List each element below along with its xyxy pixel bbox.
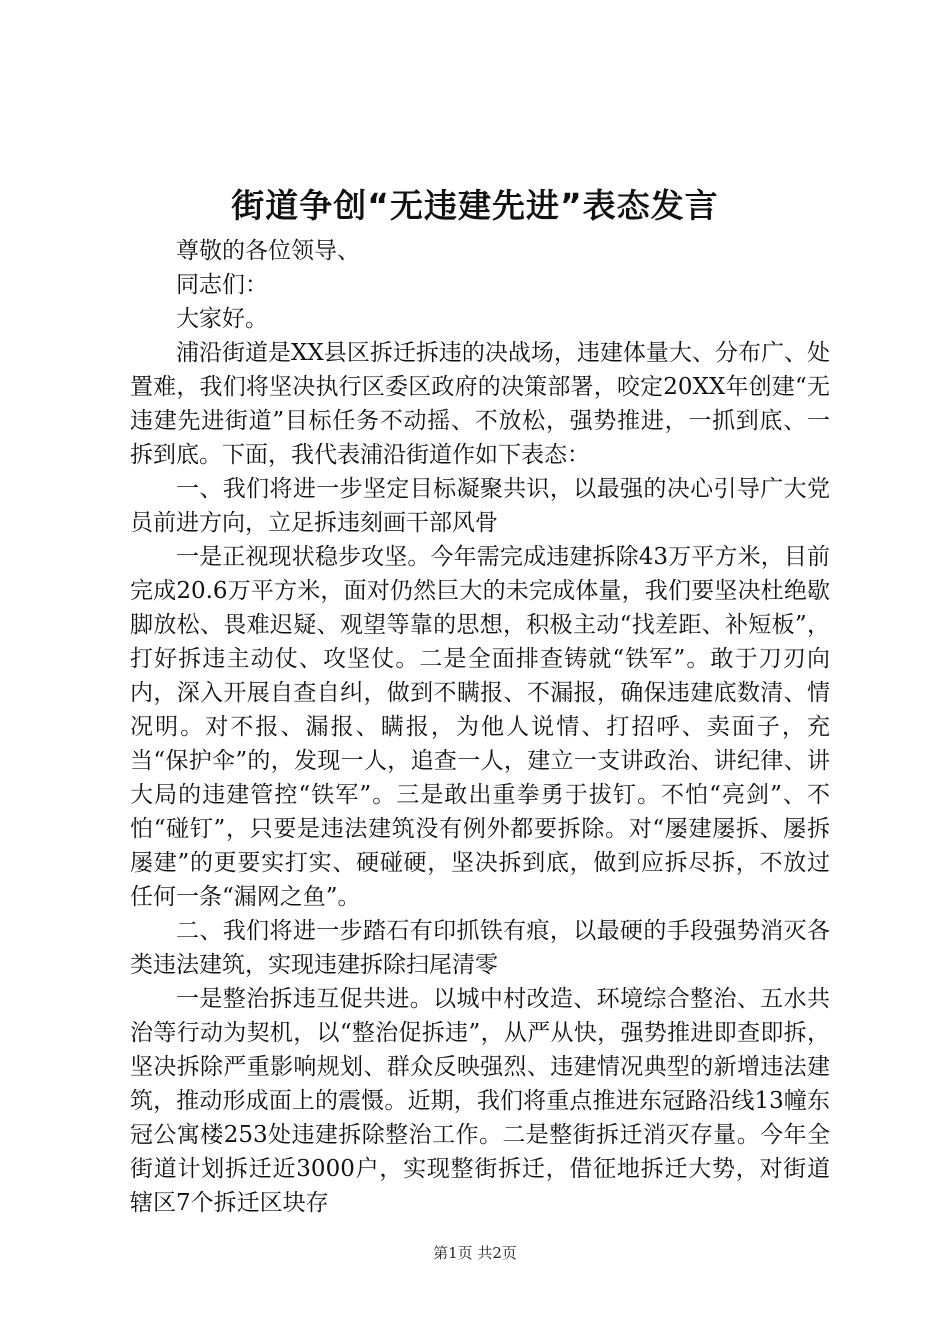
page-footer: 第1页 共2页 [433,1244,517,1262]
section-1-heading: 一、我们将进一步坚定目标凝聚共识，以最强的决心引导广大党员前进方向，立足拆违刻画干部风骨 [130,476,830,536]
intro-paragraph: 浦沿街道是XX县区拆迁拆违的决战场，违建体量大、分布广、处置难，我们将坚决执行区委区政府的决策部署，咬定20XX年创建“无违建先进街道”目标任务不动摇、不放松，强势推进，一抓到底、一拆到底。下面，我代表浦沿街道作如下表态： [130,340,830,468]
section-2-body: 一是整治拆违互促共进。以城中村改造、环境综合整治、五水共治等行动为契机，以“整治促拆违”，从严从快，强势推进即查即拆，坚决拆除严重影响规划、群众反映强烈、违建情况典型的新增违法建筑，推动形成面上的震慑。近期，我们将重点推进东冠路沿线13幢东冠公寓楼253处违建拆除整治工作。二是整街拆迁消灭存量。今年全街道计划拆迁近3000户，实现整街拆迁，借征地拆迁大势，对街道辖区7个拆迁区块存 [130,986,830,1216]
salutation-line-2: 同志们： [176,272,268,298]
section-1-body: 一是正视现状稳步攻坚。今年需完成违建拆除43万平方米，目前完成20.6万平方米，面对仍然巨大的未完成体量，我们要坚决杜绝歇脚放松、畏难迟疑、观望等靠的思想，积极主动“找差距、补短板”，打好拆违主动仗、攻坚仗。二是全面排查铸就“铁军”。敢于刀刃向内，深入开展自查自纠，做到不瞒报、不漏报，确保违建底数清、情况明。对不报、漏报、瞒报，为他人说情、打招呼、卖面子，充当“保护伞”的，发现一人，追查一人，建立一支讲政治、讲纪律、讲大局的违建管控“铁军”。三是敢出重拳勇于拔钉。不怕“亮剑”、不怕“碰钉”，只要是违法建筑没有例外都要拆除。对“屡建屡拆、屡拆屡建”的更要实打实、硬碰硬，坚决拆到底，做到应拆尽拆，不放过任何一条“漏网之鱼”。 [130,544,830,910]
greeting-line: 大家好。 [176,306,268,332]
document-body [130,234,830,1220]
salutation-line-1: 尊敬的各位领导、 [176,238,360,264]
document-title: 街道争创“无违建先进”表态发言 [231,186,719,225]
section-2-heading: 二、我们将进一步踏石有印抓铁有痕，以最硬的手段强势消灭各类违法建筑，实现违建拆除扫尾清零 [130,918,830,978]
